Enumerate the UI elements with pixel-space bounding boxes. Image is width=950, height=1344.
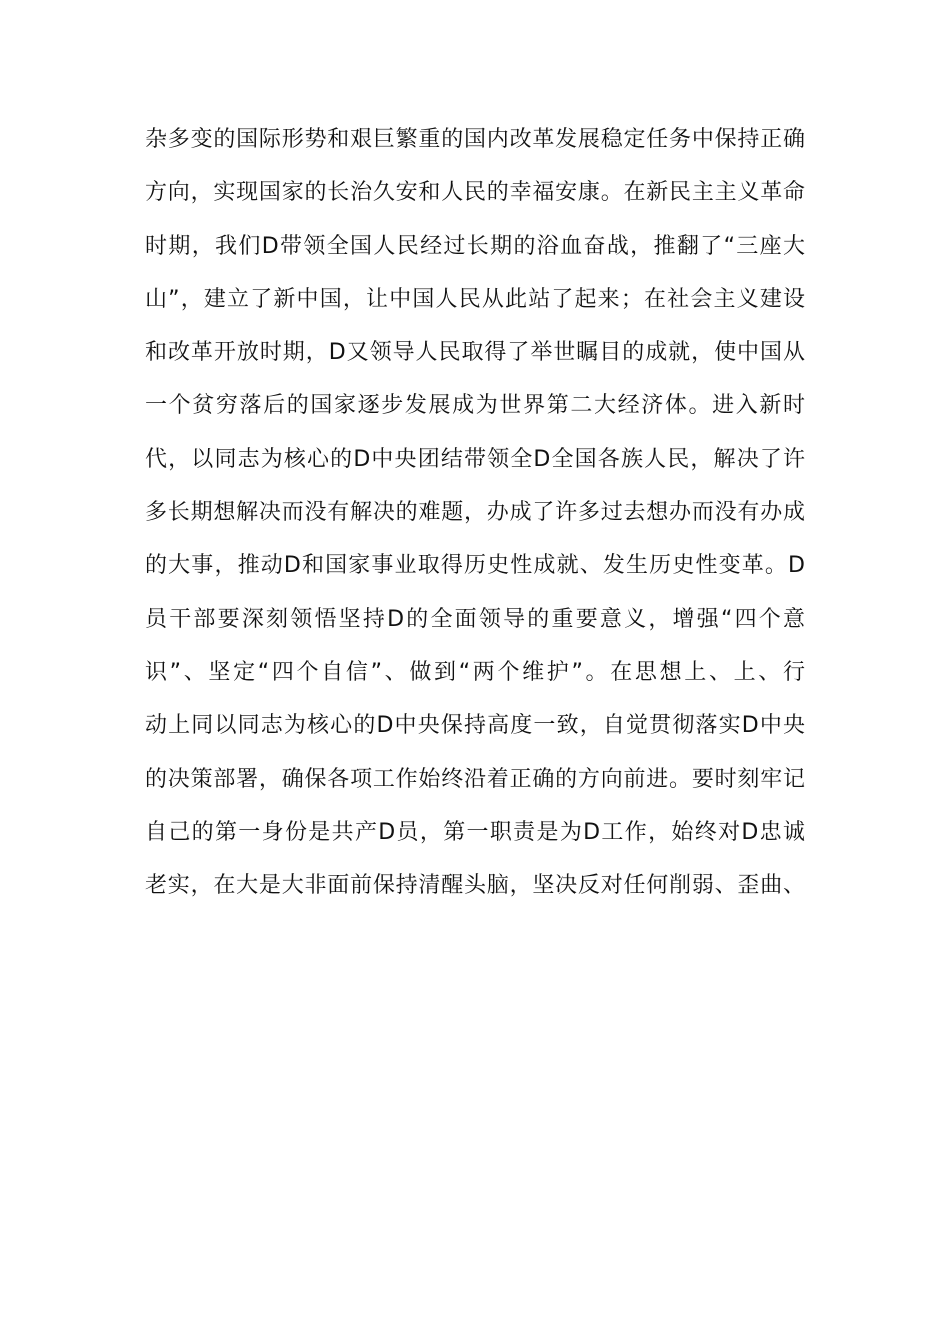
text-line: 一个贫穷落后的国家逐步发展成为世界第二大经济体。进入新时 (145, 393, 805, 419)
text-line: 自己的第一身份是共产D员，第一职责是为D工作，始终对D忠诚 (145, 819, 805, 845)
text-line: 员干部要深刻领悟坚持D的全面领导的重要意义，增强“四个意 (145, 606, 805, 632)
document-body (145, 122, 805, 921)
text-line: 老实，在大是大非面前保持清醒头脑，坚决反对任何削弱、歪曲、 (145, 873, 805, 899)
text-line: 多长期想解决而没有解决的难题，办成了许多过去想办而没有办成 (145, 500, 805, 526)
text-line: 的大事，推动D和国家事业取得历史性成就、发生历史性变革。D (145, 553, 805, 579)
text-line: 时期，我们D带领全国人民经过长期的浴血奋战，推翻了“三座大 (145, 233, 805, 259)
text-line: 山”，建立了新中国，让中国人民从此站了起来；在社会主义建设 (145, 286, 805, 312)
text-line: 动上同以同志为核心的D中央保持高度一致，自觉贯彻落实D中央 (145, 713, 805, 739)
text-line: 方向，实现国家的长治久安和人民的幸福安康。在新民主主义革命 (145, 180, 805, 206)
text-line: 杂多变的国际形势和艰巨繁重的国内改革发展稳定任务中保持正确 (145, 127, 805, 152)
text-line: 和改革开放时期，D又领导人民取得了举世瞩目的成就，使中国从 (145, 340, 805, 366)
text-line: 的决策部署，确保各项工作始终沿着正确的方向前进。要时刻牢记 (145, 766, 805, 792)
text-line: 代，以同志为核心的D中央团结带领全D全国各族人民，解决了许 (145, 446, 805, 472)
text-line: 识”、坚定“四个自信”、做到“两个维护”。在思想上、上、行 (145, 659, 805, 685)
